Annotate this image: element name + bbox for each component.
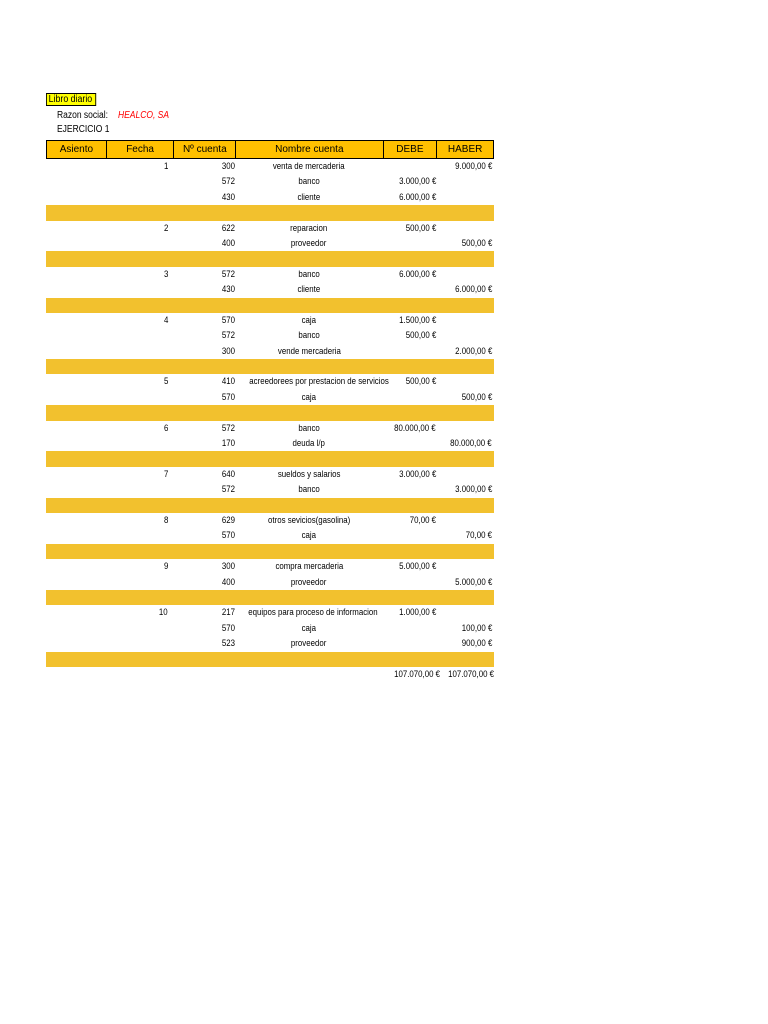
cell-asiento[interactable]: [108, 221, 168, 236]
cell-nombre-text: venta de mercaderia: [273, 161, 345, 172]
separator-row: [46, 590, 494, 605]
cell-nombre-text: caja: [301, 622, 317, 634]
separator-row: [46, 544, 494, 559]
cell-nombre[interactable]: [234, 190, 384, 205]
cell-cuenta[interactable]: [174, 313, 235, 328]
table-row: [46, 190, 494, 205]
separator-row: [46, 298, 494, 313]
header-debe[interactable]: DEBE: [384, 141, 438, 158]
cell-haber[interactable]: [438, 667, 495, 682]
table-row: [46, 513, 494, 528]
cell-asiento-text: 3: [163, 268, 168, 280]
cell-debe[interactable]: [384, 328, 436, 343]
cell-nombre[interactable]: [234, 344, 384, 359]
cell-nombre-text: caja: [301, 314, 317, 326]
cell-debe-text: 500,00 €: [405, 330, 436, 342]
cell-haber[interactable]: [438, 621, 492, 636]
cell-cuenta-text: 572: [221, 176, 235, 188]
cell-debe[interactable]: [384, 374, 436, 389]
cell-nombre-text: banco: [298, 176, 320, 188]
cell-haber-text: 70,00 €: [465, 530, 492, 542]
cell-nombre-text: cliente: [297, 284, 321, 296]
cell-haber[interactable]: [438, 267, 492, 282]
cell-cuenta-text: 300: [221, 561, 235, 573]
cell-debe[interactable]: [384, 313, 436, 328]
cell-haber[interactable]: [438, 467, 492, 482]
cell-asiento[interactable]: [108, 605, 168, 620]
cell-cuenta-text: 572: [221, 484, 235, 496]
cell-debe-text: 70,00 €: [409, 514, 436, 526]
cell-cuenta[interactable]: [174, 236, 235, 251]
cell-haber[interactable]: [438, 374, 492, 389]
cell-nombre[interactable]: [234, 313, 384, 328]
cell-asiento-text: 9: [163, 561, 168, 573]
cell-haber-text: 500,00 €: [461, 237, 492, 249]
cell-nombre[interactable]: [234, 559, 384, 574]
table-row: [46, 390, 494, 405]
cell-cuenta-text: 217: [221, 607, 235, 619]
cell-haber-text: 900,00 €: [461, 638, 492, 650]
cell-cuenta[interactable]: [174, 513, 235, 528]
cell-haber[interactable]: [438, 282, 492, 297]
cell-haber-text: 107.070,00 €: [448, 668, 495, 680]
cell-cuenta-text: 570: [221, 530, 235, 542]
cell-nombre-text: proveedor: [291, 638, 327, 650]
cell-asiento[interactable]: [108, 390, 168, 405]
table-row: [46, 559, 494, 574]
cell-asiento[interactable]: [108, 159, 168, 174]
cell-debe[interactable]: [384, 482, 436, 497]
cell-asiento-text: 5: [163, 376, 168, 388]
cell-cuenta-text: 572: [221, 422, 235, 434]
cell-asiento[interactable]: [108, 267, 168, 282]
cell-debe[interactable]: [384, 621, 436, 636]
cell-cuenta[interactable]: [174, 528, 235, 543]
sheet-title[interactable]: Libro diario: [46, 93, 96, 106]
cell-nombre-text: acreedorees por prestacion de servicios: [249, 376, 389, 388]
table-row: [46, 236, 494, 251]
separator-row: [46, 498, 494, 513]
cell-debe[interactable]: [384, 513, 436, 528]
table-row: [46, 482, 494, 497]
cell-debe-text: 1.500,00 €: [398, 314, 436, 326]
cell-asiento[interactable]: [108, 313, 168, 328]
cell-asiento-text: 10: [159, 607, 168, 619]
cell-nombre[interactable]: [234, 482, 384, 497]
separator-row: [46, 359, 494, 374]
table-row: [46, 421, 494, 436]
cell-nombre-text: reparacion: [290, 222, 328, 234]
cell-nombre[interactable]: [234, 267, 384, 282]
table-row: [46, 328, 494, 343]
cell-debe[interactable]: [384, 421, 436, 436]
cell-nombre-text: sueldos y salarios: [277, 468, 341, 480]
cell-haber[interactable]: [438, 575, 492, 590]
cell-haber[interactable]: [438, 421, 492, 436]
cell-nombre-text: banco: [298, 330, 320, 342]
cell-asiento[interactable]: [108, 482, 168, 497]
cell-asiento[interactable]: [108, 467, 168, 482]
cell-cuenta-text: 622: [221, 222, 235, 234]
cell-debe[interactable]: [384, 236, 436, 251]
cell-cuenta[interactable]: [174, 482, 235, 497]
cell-debe-text: 6.000,00 €: [398, 268, 436, 280]
cell-debe-text: 1.000,00 €: [398, 607, 436, 619]
cell-cuenta[interactable]: [174, 621, 235, 636]
cell-nombre-text: proveedor: [291, 237, 327, 249]
cell-nombre-text: caja: [301, 530, 317, 542]
cell-debe[interactable]: [384, 528, 436, 543]
cell-asiento[interactable]: [108, 636, 168, 651]
table-row: [46, 282, 494, 297]
cell-nombre[interactable]: [234, 636, 384, 651]
cell-cuenta-text: 570: [221, 314, 235, 326]
table-row: [46, 344, 494, 359]
cell-debe-text: 3.000,00 €: [398, 468, 436, 480]
cell-cuenta[interactable]: [174, 221, 235, 236]
cell-cuenta[interactable]: [174, 374, 235, 389]
cell-haber[interactable]: [438, 559, 492, 574]
cell-cuenta[interactable]: [174, 667, 235, 682]
cell-nombre[interactable]: [234, 575, 384, 590]
cell-nombre[interactable]: [234, 605, 384, 620]
cell-asiento-text: 8: [163, 514, 168, 526]
separator-row: [46, 405, 494, 420]
cell-nombre[interactable]: [234, 513, 384, 528]
cell-asiento-text: 4: [163, 314, 168, 326]
cell-debe-text: 500,00 €: [405, 222, 436, 234]
cell-cuenta-text: 410: [221, 376, 235, 388]
cell-nombre-text: banco: [298, 268, 320, 280]
cell-asiento[interactable]: [108, 559, 168, 574]
cell-cuenta-text: 640: [221, 468, 235, 480]
cell-cuenta[interactable]: [174, 328, 235, 343]
razon-social-label: Razon social:: [57, 110, 109, 121]
table-row: [46, 621, 494, 636]
header-haber[interactable]: HABER: [447, 144, 483, 155]
cell-debe-text: 5.000,00 €: [398, 561, 436, 573]
cell-haber[interactable]: [438, 221, 492, 236]
cell-cuenta-text: 300: [221, 345, 235, 357]
cell-asiento[interactable]: [108, 190, 168, 205]
table-row: [46, 667, 494, 682]
cell-debe[interactable]: [384, 436, 436, 451]
separator-row: [46, 652, 494, 667]
cell-asiento-text: 7: [163, 468, 168, 480]
cell-nombre[interactable]: [234, 236, 384, 251]
header-fecha[interactable]: Fecha: [107, 141, 175, 158]
cell-nombre-text: otros sevicios(gasolina): [267, 514, 351, 526]
cell-asiento[interactable]: [108, 436, 168, 451]
cell-haber[interactable]: [438, 313, 492, 328]
cell-debe-text: 80.000,00 €: [394, 422, 436, 434]
cell-cuenta[interactable]: [174, 344, 235, 359]
table-row: [46, 174, 494, 189]
cell-asiento[interactable]: [108, 575, 168, 590]
cell-cuenta-text: 400: [221, 237, 235, 249]
cell-haber-text: 80.000,00 €: [450, 438, 492, 450]
cell-asiento[interactable]: [108, 621, 168, 636]
cell-haber[interactable]: [438, 190, 492, 205]
cell-debe[interactable]: [384, 467, 436, 482]
table-row: [46, 267, 494, 282]
table-row: [46, 221, 494, 236]
cell-nombre[interactable]: [234, 528, 384, 543]
cell-cuenta[interactable]: [174, 390, 235, 405]
cell-nombre[interactable]: [234, 621, 384, 636]
cell-asiento[interactable]: [108, 374, 168, 389]
cell-nombre[interactable]: [234, 467, 384, 482]
cell-haber[interactable]: [438, 513, 492, 528]
cell-haber[interactable]: [438, 528, 492, 543]
cell-cuenta-text: 300: [221, 161, 235, 172]
cell-asiento[interactable]: [108, 174, 168, 189]
cell-haber-text: 3.000,00 €: [454, 484, 492, 496]
cell-debe-text: 107.070,00 €: [394, 668, 441, 680]
table-row: [46, 313, 494, 328]
cell-debe[interactable]: [384, 667, 441, 682]
cell-debe[interactable]: [384, 282, 436, 297]
cell-nombre-text: equipos para proceso de informacion: [248, 607, 378, 619]
cell-haber[interactable]: [438, 159, 492, 174]
cell-debe[interactable]: [384, 174, 436, 189]
cell-nombre[interactable]: [234, 221, 384, 236]
separator-row: [46, 251, 494, 266]
cell-cuenta[interactable]: [174, 575, 235, 590]
table-row: [46, 575, 494, 590]
cell-cuenta-text: 430: [221, 284, 235, 296]
cell-asiento-text: 6: [163, 422, 168, 434]
cell-nombre[interactable]: [234, 282, 384, 297]
header-nombre[interactable]: Nombre cuenta: [236, 141, 383, 158]
cell-cuenta-text: 629: [221, 514, 235, 526]
cell-nombre-text: compra mercaderia: [275, 561, 343, 573]
cell-debe[interactable]: [384, 636, 436, 651]
cell-asiento[interactable]: [108, 328, 168, 343]
cell-nombre[interactable]: [234, 667, 384, 682]
cell-haber-text: 9.000,00 €: [454, 161, 492, 172]
cell-nombre[interactable]: [234, 159, 384, 174]
cell-asiento[interactable]: [108, 344, 168, 359]
cell-cuenta[interactable]: [174, 467, 235, 482]
cell-debe[interactable]: [384, 159, 436, 174]
cell-haber[interactable]: [438, 236, 492, 251]
cell-nombre-text: caja: [301, 391, 317, 403]
cell-haber-text: 2.000,00 €: [454, 345, 492, 357]
cell-nombre[interactable]: [234, 436, 384, 451]
cell-cuenta-text: 572: [221, 268, 235, 280]
cell-cuenta[interactable]: [174, 421, 235, 436]
journal-rows: [46, 159, 494, 682]
cell-nombre-text: banco: [298, 484, 320, 496]
cell-haber[interactable]: [438, 174, 492, 189]
cell-asiento-text: 1: [163, 161, 168, 172]
cell-nombre[interactable]: [234, 390, 384, 405]
cell-nombre[interactable]: [234, 421, 384, 436]
cell-cuenta-text: 170: [221, 438, 235, 450]
cell-nombre-text: deuda l/p: [292, 438, 326, 450]
separator-row: [46, 205, 494, 220]
cell-cuenta[interactable]: [174, 159, 235, 174]
cell-asiento[interactable]: [108, 236, 168, 251]
cell-cuenta[interactable]: [174, 174, 235, 189]
cell-debe[interactable]: [384, 390, 436, 405]
cell-cuenta-text: 570: [221, 622, 235, 634]
table-header: [46, 140, 494, 159]
cell-cuenta-text: 523: [221, 638, 235, 650]
cell-asiento[interactable]: [108, 421, 168, 436]
table-row: [46, 374, 494, 389]
cell-haber-text: 5.000,00 €: [454, 576, 492, 588]
cell-asiento[interactable]: [108, 282, 168, 297]
cell-haber[interactable]: [438, 390, 492, 405]
table-row: [46, 636, 494, 651]
cell-haber-text: 6.000,00 €: [454, 284, 492, 296]
cell-asiento[interactable]: [108, 513, 168, 528]
cell-debe[interactable]: [384, 344, 436, 359]
table-row: [46, 528, 494, 543]
cell-haber-text: 500,00 €: [461, 391, 492, 403]
header-asiento[interactable]: Asiento: [47, 141, 107, 158]
exercise-label: EJERCICIO 1: [57, 124, 110, 135]
cell-haber[interactable]: [438, 344, 492, 359]
cell-cuenta-text: 572: [221, 330, 235, 342]
separator-row: [46, 451, 494, 466]
cell-nombre[interactable]: [234, 174, 384, 189]
cell-cuenta-text: 570: [221, 391, 235, 403]
cell-debe[interactable]: [384, 190, 436, 205]
cell-debe-text: 500,00 €: [405, 376, 436, 388]
cell-haber-text: 100,00 €: [461, 622, 492, 634]
cell-haber[interactable]: [438, 436, 492, 451]
cell-nombre-text: vende mercaderia: [277, 345, 341, 357]
table-row: [46, 467, 494, 482]
cell-asiento-text: 2: [163, 222, 168, 234]
cell-cuenta[interactable]: [174, 267, 235, 282]
cell-debe[interactable]: [384, 559, 436, 574]
table-row: [46, 605, 494, 620]
cell-cuenta[interactable]: [174, 636, 235, 651]
cell-asiento[interactable]: [108, 667, 168, 682]
cell-debe-text: 3.000,00 €: [398, 176, 436, 188]
cell-debe-text: 6.000,00 €: [398, 191, 436, 203]
cell-debe[interactable]: [384, 575, 436, 590]
cell-cuenta-text: 400: [221, 576, 235, 588]
cell-cuenta[interactable]: [174, 282, 235, 297]
cell-nombre-text: proveedor: [291, 576, 327, 588]
cell-haber[interactable]: [438, 328, 492, 343]
cell-cuenta[interactable]: [174, 559, 235, 574]
cell-nombre[interactable]: [234, 374, 389, 389]
cell-cuenta[interactable]: [174, 605, 235, 620]
cell-nombre-text: banco: [298, 422, 320, 434]
header-cuenta[interactable]: Nº cuenta: [174, 141, 236, 158]
cell-nombre[interactable]: [234, 328, 384, 343]
company-name: HEALCO, SA: [118, 110, 170, 121]
cell-debe[interactable]: [384, 605, 436, 620]
cell-debe[interactable]: [384, 221, 436, 236]
cell-haber[interactable]: [438, 636, 492, 651]
cell-asiento[interactable]: [108, 528, 168, 543]
cell-nombre-text: cliente: [297, 191, 321, 203]
cell-cuenta-text: 430: [221, 191, 235, 203]
cell-debe[interactable]: [384, 267, 436, 282]
cell-haber[interactable]: [438, 482, 492, 497]
table-row: [46, 436, 494, 451]
cell-cuenta[interactable]: [174, 436, 235, 451]
cell-haber[interactable]: [438, 605, 492, 620]
cell-cuenta[interactable]: [174, 190, 235, 205]
table-row: [46, 159, 494, 174]
